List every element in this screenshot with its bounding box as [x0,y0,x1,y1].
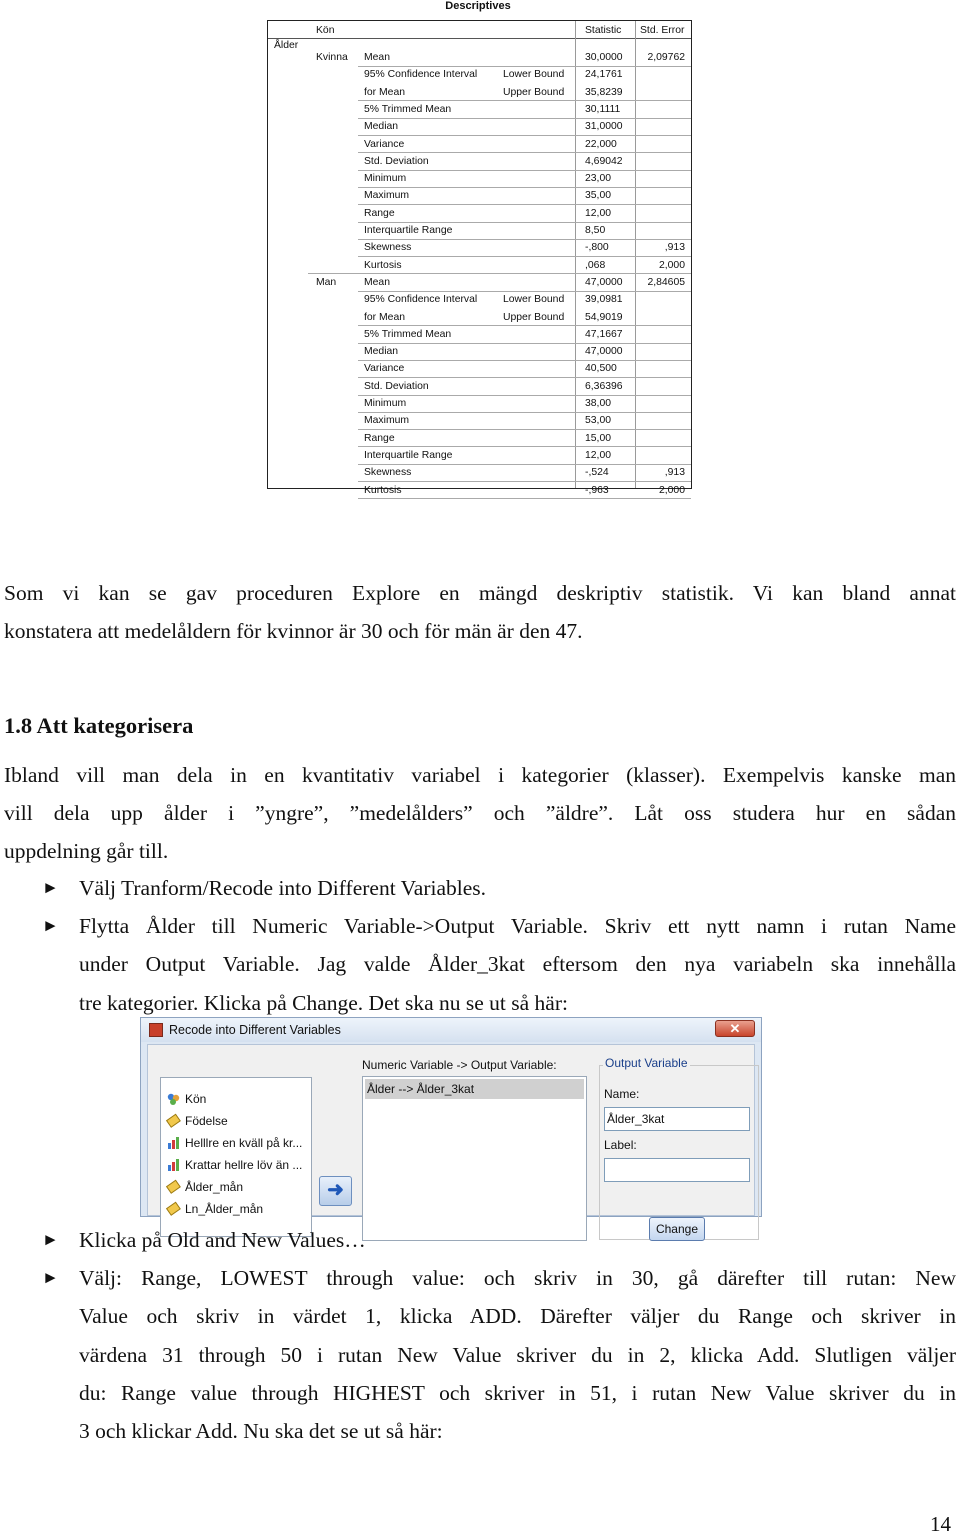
bullet-1-text: Välj Tranform/Recode into Different Variables. [79,876,487,900]
variable-item[interactable] [167,1180,243,1194]
nominal-icon [167,1093,180,1105]
std-error-value: 2,09762 [647,52,685,63]
variable-item[interactable] [167,1114,228,1128]
table-row [268,222,691,239]
group-label: Kvinna [316,52,348,63]
arrow-icon: ➜ [327,1179,344,1201]
numeric-variable-list[interactable] [362,1076,587,1241]
app-icon [149,1023,163,1037]
statistic-name: Maximum [364,190,410,202]
statistic-value: 47,0000 [585,346,623,358]
statistic-value: 54,9019 [585,311,623,323]
table-row [268,360,691,377]
bullet-marker: ► [42,1268,59,1287]
statistic-name: Minimum [364,173,407,185]
variable-label: Kön [185,1092,207,1106]
numeric-variable-label: Numeric Variable -> Output Variable: [362,1058,557,1072]
bullet-1 [42,869,956,907]
std-error-value: 2,000 [658,259,685,271]
variable-item[interactable] [167,1202,263,1216]
statistic-value: 6,36396 [585,380,623,392]
statistic-name: 5% Trimmed Mean [364,103,452,115]
header-std-error: Std. Error [640,25,685,36]
descriptives-title: Descriptives [445,0,511,12]
table-row [268,205,691,222]
table-row [268,66,691,83]
table-row [268,118,691,135]
table-row [268,101,691,118]
table-row [268,274,691,291]
table-row [268,153,691,170]
variable-label: Födelse [185,1114,228,1128]
statistic-value: -,800 [585,242,609,254]
statistic-value: -,963 [585,484,609,496]
row-divider [358,498,691,499]
table-row [268,378,691,395]
ordinal-icon [167,1137,180,1149]
table-row [268,430,691,447]
page-number: 14 [930,1512,951,1536]
dialog-titlebar [141,1018,761,1042]
move-arrow-button[interactable] [319,1176,352,1206]
statistic-name: Variance [364,363,405,375]
statistic-name: Kurtosis [364,484,402,496]
bullet-4-line1: Välj: Range, LOWEST through value: och skriv in 30, gå därefter till rutan: New [79,1266,956,1290]
statistic-name: for Mean [364,311,406,323]
statistic-value: ,068 [585,259,606,271]
header-divider [268,38,691,39]
bullet-3-text: Klicka på Old and New Values… [79,1228,366,1252]
statistic-name: 95% Confidence Interval [364,294,478,306]
statistic-name: for Mean [364,86,406,98]
bound-label: Lower Bound [503,294,565,306]
statistic-name: Variance [364,138,405,150]
statistic-name: Median [364,121,399,133]
bound-label: Upper Bound [503,311,565,323]
statistic-value: 24,1761 [585,69,623,81]
para1-line1: Som vi kan se gav proceduren Explore en mängd deskriptiv statistik. Vi kan bland annat [4,581,956,605]
change-button[interactable]: Change [649,1217,705,1241]
std-error-value: ,913 [664,242,685,254]
dialog-title: Recode into Different Variables [169,1023,341,1037]
para2-line3: uppdelning går till. [4,839,169,863]
bullet-marker: ► [42,916,59,935]
variable-item[interactable] [167,1092,206,1106]
table-row [268,170,691,187]
statistic-value: 39,0981 [585,294,623,306]
bullet-4-line5: 3 och klickar Add. Nu ska det se ut så här: [79,1419,443,1444]
statistic-value: 31,0000 [585,121,623,133]
statistic-value: 12,00 [585,207,612,219]
table-row [268,309,691,326]
recode-dialog [140,1017,762,1236]
std-error-value: 2,84605 [647,276,685,288]
dialog-body [147,1044,755,1236]
statistic-value: 15,00 [585,432,612,444]
ordinal-icon [167,1159,180,1171]
statistic-name: Kurtosis [364,259,402,271]
table-row [268,291,691,308]
statistic-name: 5% Trimmed Mean [364,328,452,340]
bullet-3 [42,1221,956,1259]
statistic-name: Maximum [364,415,410,427]
header-statistic: Statistic [585,25,622,36]
bound-label: Lower Bound [503,69,565,81]
name-input[interactable]: Ålder_3kat [604,1107,750,1131]
statistic-name: Range [364,432,395,444]
bullet-2-line2: under Output Variable. Jag valde Ålder_3kat eftersom den nya variabeln ska innehålla [79,952,956,977]
statistic-value: 30,1111 [585,103,621,115]
std-error-value: ,913 [664,467,685,479]
table-row [268,343,691,360]
statistic-value: 30,0000 [585,52,623,63]
table-row [268,136,691,153]
statistic-value: 47,0000 [585,276,623,288]
bullet-marker: ► [42,878,59,897]
statistic-value: 38,00 [585,398,612,409]
statistic-value: 53,00 [585,415,612,427]
scale-icon [167,1203,180,1215]
statistic-name: Median [364,346,399,358]
statistic-value: 12,00 [585,449,612,461]
table-row [268,257,691,274]
table-row [268,412,691,429]
statistic-name: Minimum [364,398,407,409]
variable-label: Helllre en kväll på kr... [185,1136,303,1150]
label-input[interactable] [604,1158,750,1182]
group-label: Man [316,276,337,288]
statistic-name: Std. Deviation [364,380,429,392]
statistic-value: 40,500 [585,363,617,375]
para1-line2: konstatera att medelåldern för kvinnor är 30 och för män är den 47. [4,619,583,643]
std-error-value: 2,000 [658,484,685,496]
close-button[interactable]: ✕ [715,1020,755,1037]
bound-label: Upper Bound [503,86,565,98]
table-row [268,239,691,256]
bullet-2-line3: tre kategorier. Klicka på Change. Det ska nu se ut så här: [79,990,568,1015]
bullet-4-line4: du: Range value through HIGHEST och skriver in 51, i rutan New Value skriver du in [79,1380,956,1405]
statistic-value: 47,1667 [585,328,623,340]
statistic-value: 8,50 [585,225,606,236]
statistic-value: 35,8239 [585,86,623,98]
descriptives-table [267,20,692,496]
variable-item[interactable] [167,1136,302,1150]
statistic-name: Mean [364,276,390,288]
table-row [268,187,691,204]
bullet-2-line1: Flytta Ålder till Numeric Variable->Output Variable. Skriv ett nytt namn i rutan Name [79,914,956,938]
bullet-4-line2: Value och skriv in värdet 1, klicka ADD. Därefter väljer du Range och skriver in [79,1304,956,1329]
statistic-value: -,524 [585,467,609,479]
header-gender: Kön [316,25,335,36]
para2-line1: Ibland vill man dela in en kvantitativ variabel i kategorier (klasser). Exempelvis kanske man [4,763,956,787]
table-row [268,482,691,499]
statistic-name: Interquartile Range [364,449,453,461]
table-row [268,464,691,481]
table-row [268,326,691,343]
table-row [268,447,691,464]
table-row [268,49,691,66]
bullet-4 [42,1259,956,1450]
statistic-value: 35,00 [585,190,612,202]
variable-label: Ln_Ålder_mån [185,1202,264,1216]
label-label: Label: [604,1138,637,1152]
table-row [268,395,691,412]
variable-label: Krattar hellre löv än ... [185,1158,303,1172]
variable-item[interactable] [167,1158,302,1172]
statistic-value: 23,00 [585,173,612,185]
variable-label: Ålder_mån [185,1180,244,1194]
scale-icon [167,1181,180,1193]
bullet-4-line3: värdena 31 through 50 i rutan New Value skriver du in 2, klicka Add. Slutligen väljer [79,1342,956,1367]
statistic-name: Skewness [364,242,412,254]
table-row [268,84,691,101]
statistic-value: 22,000 [585,138,617,150]
output-variable-legend: Output Variable [605,1056,688,1070]
statistic-value: 4,69042 [585,155,623,167]
variable-list[interactable] [160,1077,312,1237]
name-label: Name: [604,1087,640,1101]
statistic-name: Interquartile Range [364,225,453,236]
statistic-name: Std. Deviation [364,155,429,167]
variable-label: Ålder [274,40,299,51]
mapping-item[interactable]: Ålder --> Ålder_3kat [365,1079,584,1099]
statistic-name: Skewness [364,467,412,479]
statistic-name: Mean [364,52,390,63]
bullet-2 [42,907,956,1022]
para2-line2: vill dela upp ålder i ”yngre”, ”medelålders” och ”äldre”. Låt oss studera hur en sådan [4,801,956,825]
bullet-marker: ► [42,1230,59,1249]
section-heading: 1.8 Att kategorisera [4,713,194,738]
statistic-name: 95% Confidence Interval [364,69,478,81]
statistic-name: Range [364,207,395,219]
scale-icon [167,1115,180,1127]
